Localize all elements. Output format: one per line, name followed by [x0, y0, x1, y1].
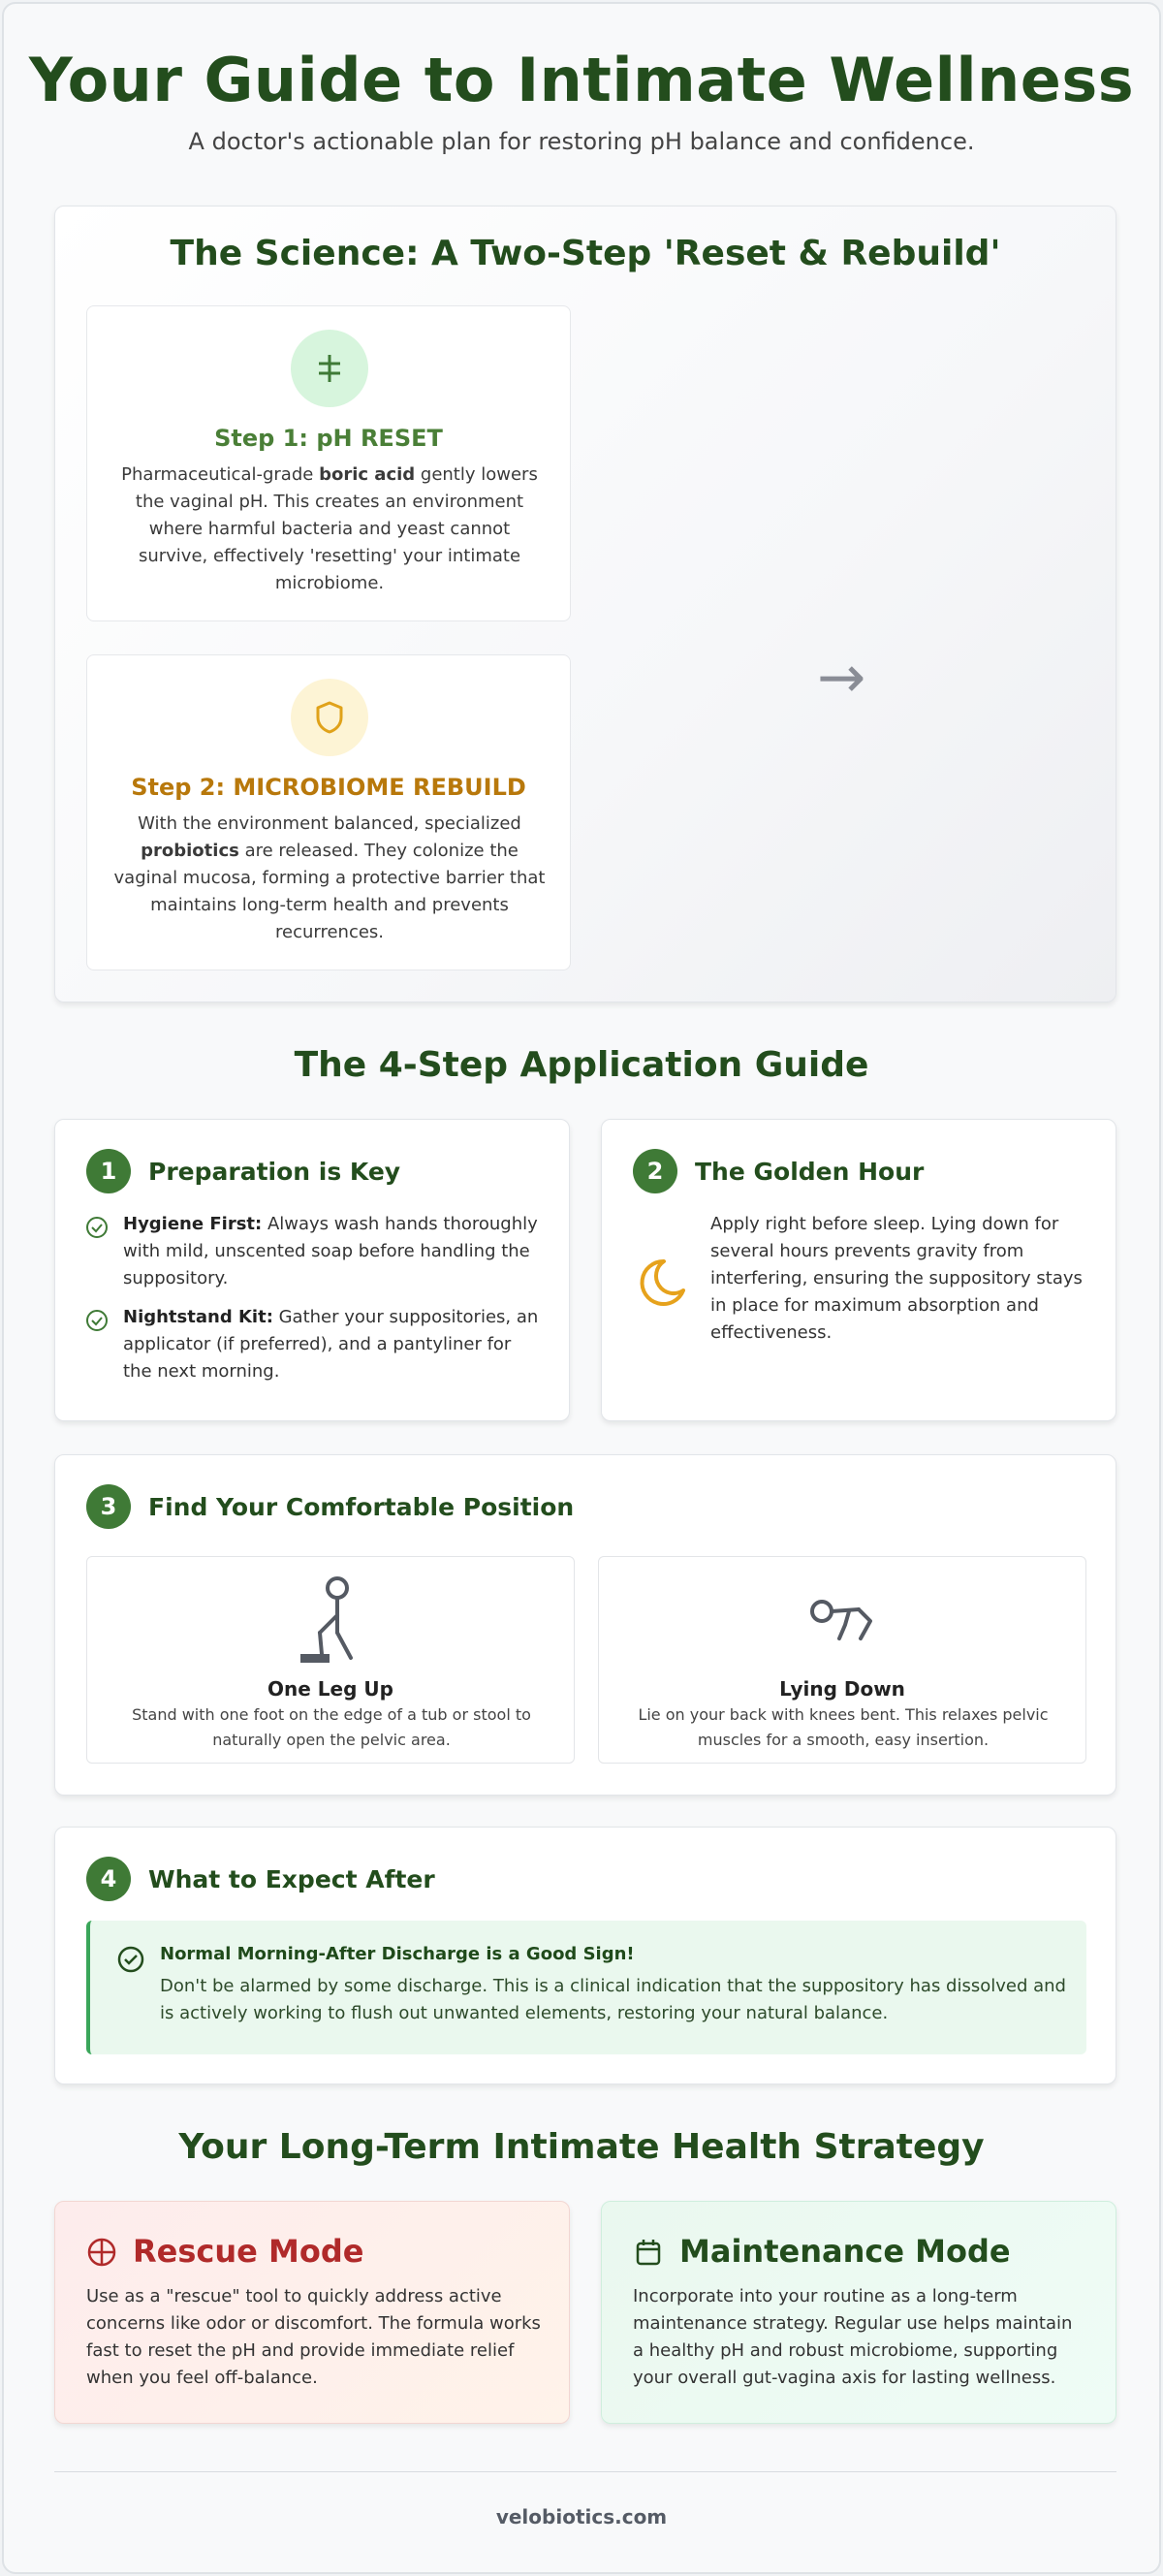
maintenance-mode-card — [601, 2201, 1116, 2424]
strategy-title: Your Long-Term Intimate Health Strategy — [178, 2127, 985, 2167]
page — [2, 2, 1161, 2574]
note-description: Don't be alarmed by some discharge. This is a clinical indication that the suppository has dissolved and is actively working to flush out unwanted elements, restoring your natural balance. — [160, 1976, 1066, 2023]
step-number-badge: 3 — [86, 1484, 131, 1529]
plus-minus-icon — [291, 330, 368, 407]
maintenance-mode-title: Maintenance Mode — [679, 2233, 1011, 2270]
guide-step2-title: The Golden Hour — [695, 1158, 925, 1186]
check-circle-icon — [115, 1944, 146, 1975]
footer-site-link[interactable]: velobiotics.com — [495, 2505, 668, 2528]
rescue-mode-description: Use as a "rescue" tool to quickly address active concerns like odor or discomfort. The formula works fast to reset the pH and provide immediate relief when you feel off-balance. — [86, 2286, 541, 2388]
step2-rebuild-box — [86, 654, 571, 970]
guide-step3-card — [54, 1454, 1116, 1796]
guide-step4-title: What to Expect After — [148, 1865, 435, 1893]
guide-step3-title: Find Your Comfortable Position — [148, 1493, 575, 1521]
page-subtitle: A doctor's actionable plan for restoring pH balance and confidence. — [188, 128, 975, 155]
shield-icon — [291, 679, 368, 756]
position-lying-down — [598, 1556, 1086, 1764]
note-title: Normal Morning-After Discharge is a Good Sign! — [160, 1944, 635, 1964]
footer-divider — [54, 2471, 1116, 2472]
rescue-mode-title: Rescue Mode — [133, 2233, 364, 2270]
checklist-text: Hygiene First: Always wash hands thoroughly with mild, unscented soap before handling the suppository. — [123, 1214, 538, 1288]
rescue-mode-card — [54, 2201, 570, 2424]
step1-reset-box — [86, 305, 571, 621]
check-circle-icon — [84, 1215, 110, 1240]
crosshair-icon — [86, 2237, 117, 2268]
step2-description: With the environment balanced, specialized probiotics are released. They colonize the vaginal mucosa, forming a protective barrier that maintains long-term health and prevents recurrences. — [113, 813, 546, 942]
step2-title: Step 2: MICROBIOME REBUILD — [131, 774, 526, 801]
position-one-leg-up — [86, 1556, 575, 1764]
check-circle-icon — [84, 1308, 110, 1333]
guide-step2-card — [601, 1119, 1116, 1421]
guide-step1-card — [54, 1119, 570, 1421]
calendar-icon — [633, 2237, 664, 2268]
step1-title: Step 1: pH RESET — [214, 425, 443, 452]
guide-step2-description: Apply right before sleep. Lying down for several hours prevents gravity from interfering, ensuring the suppository stays in place for maximum absorption and effectiveness. — [710, 1214, 1083, 1343]
page-title: Your Guide to Intimate Wellness — [28, 45, 1135, 115]
science-card — [54, 206, 1116, 1002]
moon-icon — [635, 1256, 689, 1310]
maintenance-mode-description: Incorporate into your routine as a long-term maintenance strategy. Regular use helps maintain a healthy pH and robust microbiome, supporting your overall gut-vagina axis for lasting wellness. — [633, 2286, 1073, 2388]
step-number-badge: 4 — [86, 1857, 131, 1901]
step1-description: Pharmaceutical-grade boric acid gently lowers the vaginal pH. This creates an environment where harmful bacteria and yeast cannot survive, effectively 'resetting' your intimate microbiome. — [121, 464, 538, 593]
arrow-right-icon: → — [817, 644, 866, 712]
position-description: Stand with one foot on the edge of a tub or stool to naturally open the pelvic area. — [132, 1705, 531, 1749]
guide-step4-card — [54, 1827, 1116, 2084]
position-description: Lie on your back with knees bent. This relaxes pelvic muscles for a smooth, easy insertion. — [638, 1705, 1049, 1749]
standing-leg-up-icon — [283, 1576, 380, 1673]
guide-step1-title: Preparation is Key — [148, 1158, 401, 1186]
step-number-badge: 1 — [86, 1149, 131, 1193]
science-title: The Science: A Two-Step 'Reset & Rebuild' — [170, 234, 1001, 273]
guide-title: The 4-Step Application Guide — [294, 1045, 869, 1085]
discharge-note — [86, 1921, 1086, 2054]
checklist-text: Nightstand Kit: Gather your suppositories, an applicator (if preferred), and a pantyliner for the next morning. — [123, 1307, 539, 1382]
lying-down-icon — [799, 1584, 896, 1671]
position-title: Lying Down — [779, 1677, 905, 1701]
position-title: One Leg Up — [267, 1677, 393, 1701]
step-number-badge: 2 — [633, 1149, 677, 1193]
